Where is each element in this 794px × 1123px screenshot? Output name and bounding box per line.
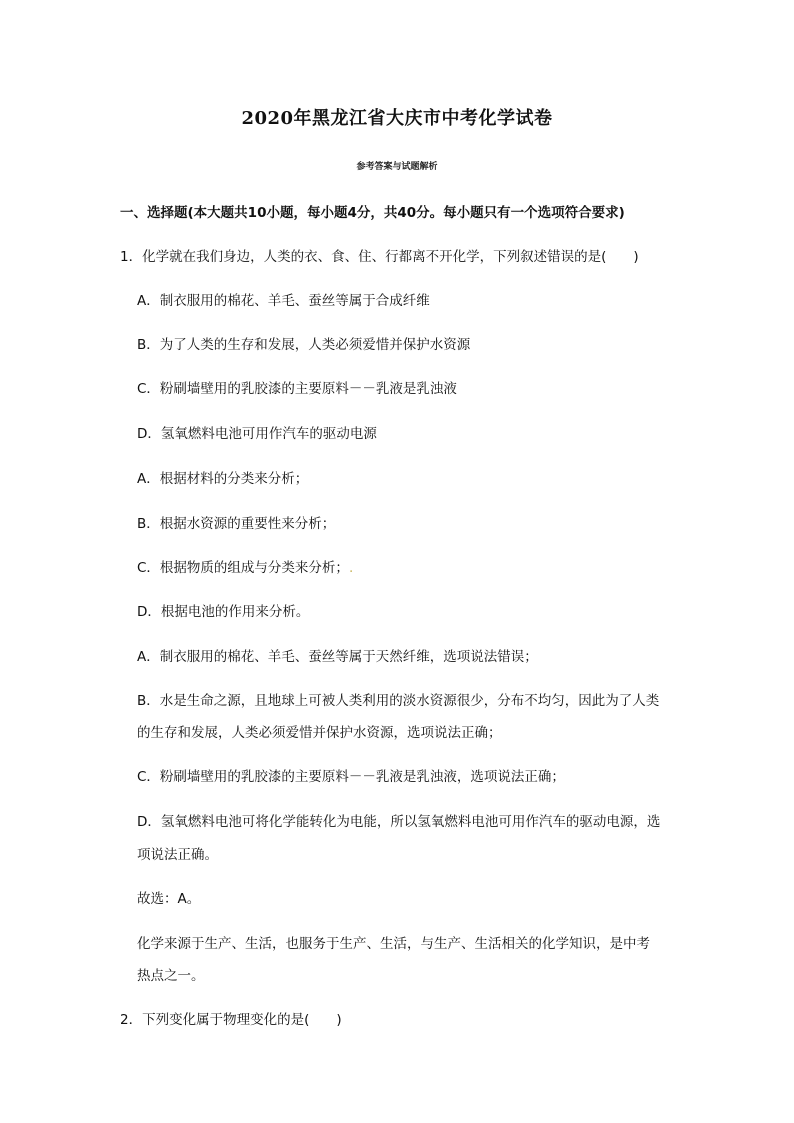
solution-a: A．制衣服用的棉花、羊毛、蚕丝等属于天然纤维，选项说法错误； bbox=[137, 649, 538, 665]
question-1-option-a: A．制衣服用的棉花、羊毛、蚕丝等属于合成纤维 bbox=[137, 293, 430, 309]
solution-c: C．粉刷墙壁用的乳胶漆的主要原料－－乳液是乳浊液，选项说法正确； bbox=[137, 769, 565, 785]
analysis-b: B．根据水资源的重要性来分析； bbox=[137, 516, 336, 532]
solution-b-line1: B．水是生命之源，且地球上可被人类利用的淡水资源很少，分布不均匀，因此为了人类 bbox=[137, 693, 660, 709]
comment-line2: 热点之一。 bbox=[137, 968, 205, 984]
answer: 故选：A。 bbox=[137, 891, 201, 907]
page-title: 2020年黑龙江省大庆市中考化学试卷 bbox=[241, 108, 553, 129]
question-1-option-c: C．粉刷墙壁用的乳胶漆的主要原料－－乳液是乳浊液 bbox=[137, 381, 457, 397]
analysis-d: D．根据电池的作用来分析。 bbox=[137, 604, 310, 620]
solution-d-line2: 项说法正确。 bbox=[137, 847, 218, 863]
solution-b-line2: 的生存和发展，人类必须爱惜并保护水资源，选项说法正确； bbox=[137, 725, 502, 741]
analysis-c-mark: . bbox=[348, 560, 354, 576]
analysis-a: A．根据材料的分类来分析； bbox=[137, 471, 309, 487]
analysis-c bbox=[137, 559, 353, 577]
question-1-stem: 1．化学就在我们身边，人类的衣、食、住、行都离不开化学，下列叙述错误的是( ) bbox=[120, 249, 639, 265]
question-2-stem: 2．下列变化属于物理变化的是( ) bbox=[120, 1012, 342, 1028]
question-1-option-b: B．为了人类的生存和发展，人类必须爱惜并保护水资源 bbox=[137, 337, 471, 353]
comment-line1: 化学来源于生产、生活，也服务于生产、生活，与生产、生活相关的化学知识，是中考 bbox=[137, 936, 650, 952]
page-subtitle: 参考答案与试题解析 bbox=[356, 162, 438, 172]
analysis-c-text: C．根据物质的组成与分类来分析； bbox=[137, 560, 349, 576]
question-1-option-d: D．氢氧燃料电池可用作汽车的驱动电源 bbox=[137, 426, 377, 442]
solution-d-line1: D．氢氧燃料电池可将化学能转化为电能，所以氢氧燃料电池可用作汽车的驱动电源，选 bbox=[137, 814, 661, 830]
section-heading: 一、选择题(本大题共10小题，每小题4分，共40分。每小题只有一个选项符合要求) bbox=[120, 205, 625, 221]
